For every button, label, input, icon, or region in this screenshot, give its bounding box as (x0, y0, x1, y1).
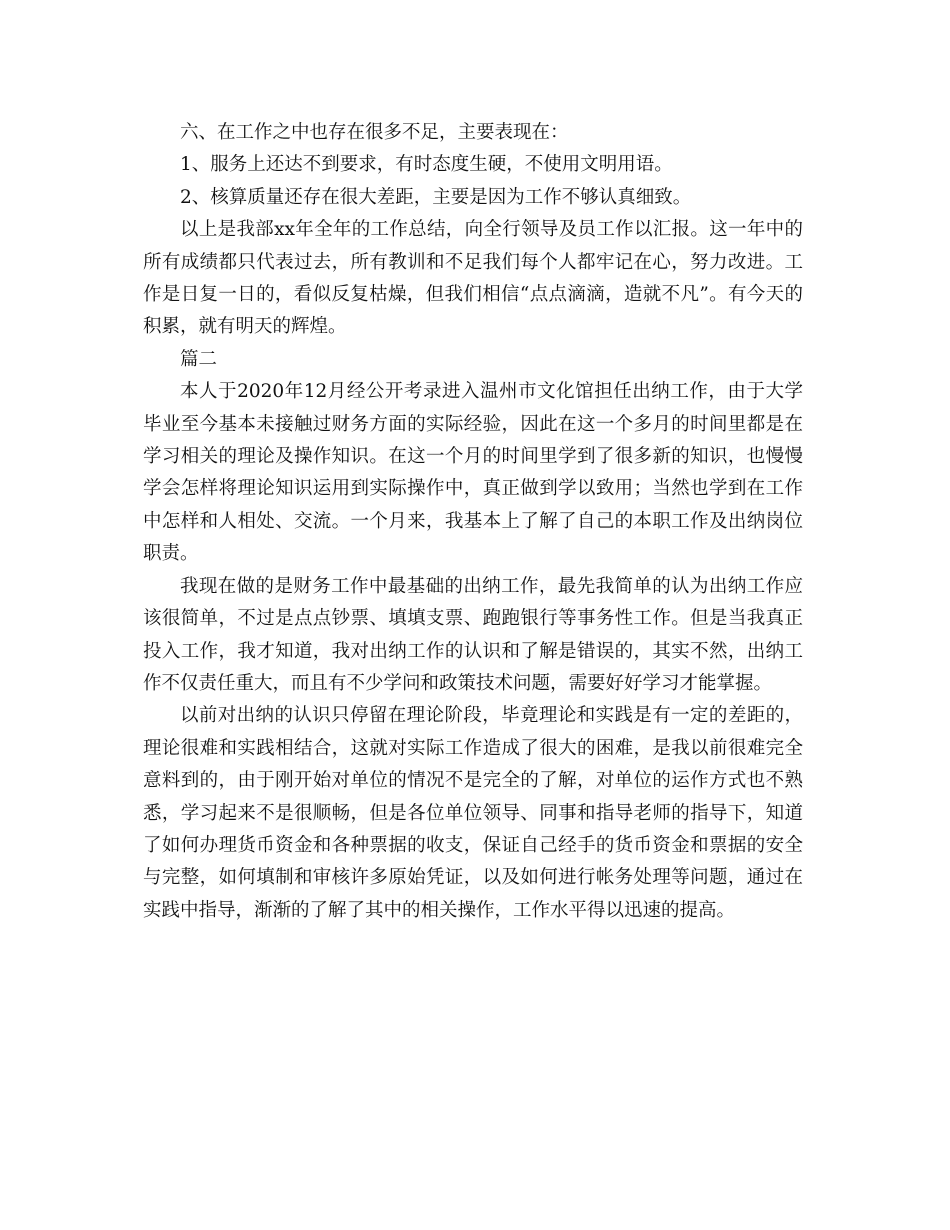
body-paragraph-theory-practice: 以前对出纳的认识只停留在理论阶段，毕竟理论和实践是有一定的差距的，理论很难和实践相结合，这就对实际工作造成了很大的困难，是我以前很难完全意料到的，由于刚开始对单位的情况不是完全的了解，对单位的运作方式也不熟悉，学习起来不是很顺畅，但是各位单位领导、同事和指导老师的指导下，知道了如何办理货币资金和各种票据的收支，保证自己经手的货币资金和票据的安全与完整，如何填制和审核许多原始凭证，以及如何进行帐务处理等问题，通过在实践中指导，渐渐的了解了其中的相关操作，工作水平得以迅速的提高。 (143, 705, 803, 921)
body-paragraph-cashier-work: 我现在做的是财务工作中最基础的出纳工作，最先我简单的认为出纳工作应该很简单，不过是点点钞票、填填支票、跑跑银行等事务性工作。但是当我真正投入工作，我才知道，我对出纳工作的认识和了解是错误的，其实不然，出纳工作不仅责任重大，而且有不少学问和政策技术问题，需要好好学习才能掌握。 (143, 575, 803, 694)
document-body (143, 117, 803, 927)
summary-paragraph: 以上是我部xx年全年的工作总结，向全行领导及员工作以汇报。这一年中的所有成绩都只代表过去，所有教训和不足我们每个人都牢记在心，努力改进。工作是日复一日的，看似反复枯燥，但我们相信“点点滴滴，造就不凡”。有今天的积累，就有明天的辉煌。 (143, 219, 803, 338)
body-paragraph-intro: 本人于2020年12月经公开考录进入温州市文化馆担任出纳工作，由于大学毕业至今基本未接触过财务方面的实际经验，因此在这一个多月的时间里都是在学习相关的理论及操作知识。在这一个月的时间里学到了很多新的知识，也慢慢学会怎样将理论知识运用到实际操作中，真正做到学以致用；当然也学到在工作中怎样和人相处、交流。一个月来，我基本上了解了自己的本职工作及出纳岗位职责。 (143, 381, 803, 565)
section-six-heading: 六、在工作之中也存在很多不足，主要表现在： (180, 122, 569, 143)
part-two-heading: 篇二 (180, 348, 218, 370)
list-item-service: 1、服务上还达不到要求，有时态度生硬，不使用文明用语。 (180, 154, 673, 176)
list-item-accounting: 2、核算质量还存在很大差距，主要是因为工作不够认真细致。 (180, 186, 692, 208)
